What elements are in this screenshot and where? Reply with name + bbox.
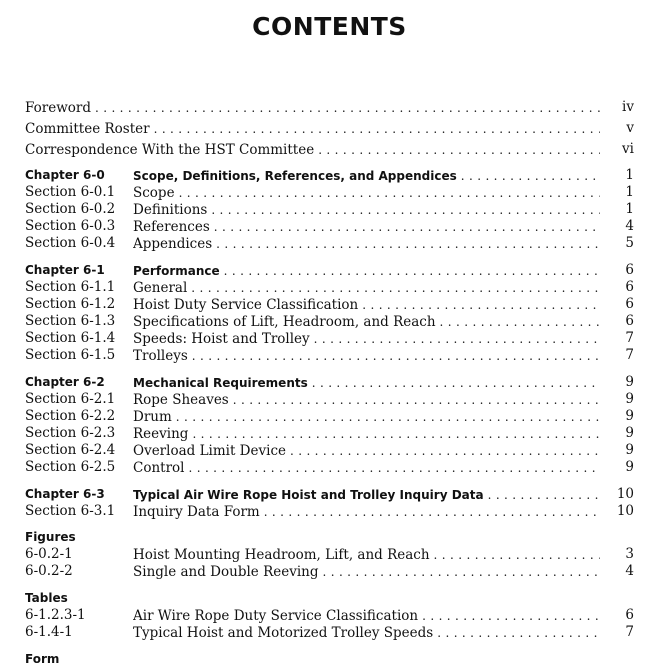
toc-entry-page: 10 (616, 486, 634, 502)
section-title: References (133, 219, 214, 235)
toc-entry-title: Foreword (25, 100, 95, 116)
section-label: Section 6-0.3 (25, 218, 116, 234)
toc-section-6-1-5[interactable] (25, 347, 634, 364)
toc-entry-page: 5 (625, 235, 634, 251)
section-label: Section 6-2.3 (25, 425, 116, 441)
section-label: Section 6-0.1 (25, 184, 116, 200)
toc-entry-page: 6 (625, 279, 634, 295)
figure-label: 6-0.2-2 (25, 563, 73, 579)
chapter-label: Chapter 6-2 (25, 375, 105, 389)
toc-entry-page: 6 (625, 296, 634, 312)
toc-entry-page: 10 (616, 503, 634, 519)
section-title: Appendices (133, 236, 216, 252)
toc-section-6-2-3[interactable] (25, 425, 634, 442)
tables-heading: Tables (25, 591, 68, 605)
section-label: Section 6-1.4 (25, 330, 116, 346)
toc-entry-page: 9 (625, 425, 634, 441)
section-title: Control (133, 460, 188, 476)
toc-entry-correspondence[interactable] (25, 141, 634, 158)
chapter-title: Scope, Definitions, References, and Appendices (133, 169, 461, 183)
figure-title: Hoist Mounting Headroom, Lift, and Reach (133, 547, 434, 563)
toc-section-6-2-4[interactable] (25, 442, 634, 459)
section-label: Section 6-2.1 (25, 391, 116, 407)
section-label: Section 6-2.5 (25, 459, 116, 475)
section-label: Section 6-3.1 (25, 503, 116, 519)
toc-entry-page: 6 (625, 262, 634, 278)
form-heading: Form (25, 652, 60, 666)
toc-entry-page: 3 (625, 546, 634, 562)
section-title: Speeds: Hoist and Trolley (133, 331, 314, 347)
toc-entry-page: 7 (625, 347, 634, 363)
toc-entry-page: 9 (625, 408, 634, 424)
toc-figure-6-0-2-1[interactable] (25, 546, 634, 563)
section-title: Trolleys (133, 348, 192, 364)
figure-title: Single and Double Reeving (133, 564, 323, 580)
toc-chapter-6-3[interactable] (25, 486, 634, 503)
chapter-title: Performance (133, 264, 224, 278)
toc-table-6-1-4-1[interactable] (25, 624, 634, 641)
section-label: Section 6-2.2 (25, 408, 116, 424)
toc-entry-page: 9 (625, 374, 634, 390)
section-title: Drum (133, 409, 176, 425)
toc-section-6-0-2[interactable] (25, 201, 634, 218)
toc-section-6-1-4[interactable] (25, 330, 634, 347)
toc-entry-page: 1 (625, 201, 634, 217)
page-title: CONTENTS (252, 12, 407, 41)
toc-entry-page: 9 (625, 459, 634, 475)
toc-section-6-1-3[interactable] (25, 313, 634, 330)
section-label: Section 6-0.4 (25, 235, 116, 251)
toc-section-6-0-3[interactable] (25, 218, 634, 235)
toc-entry-page: 1 (625, 184, 634, 200)
section-title: Overload Limit Device (133, 443, 290, 459)
section-title: Rope Sheaves (133, 392, 233, 408)
toc-chapter-6-1[interactable] (25, 262, 634, 279)
toc-entry-page: 6 (625, 607, 634, 623)
toc-section-6-2-5[interactable] (25, 459, 634, 476)
table-label: 6-1.2.3-1 (25, 607, 86, 623)
toc-table-6-1-2-3-1[interactable] (25, 607, 634, 624)
section-title: Specifications of Lift, Headroom, and Reach (133, 314, 440, 330)
toc-section-6-1-2[interactable] (25, 296, 634, 313)
table-label: 6-1.4-1 (25, 624, 73, 640)
section-label: Section 6-1.1 (25, 279, 116, 295)
chapter-title: Mechanical Requirements (133, 376, 312, 390)
toc-entry-page: 7 (625, 624, 634, 640)
toc-section-6-0-4[interactable] (25, 235, 634, 252)
table-title: Typical Hoist and Motorized Trolley Speeds (133, 625, 437, 641)
toc-entry-page: 9 (625, 391, 634, 407)
toc-section-6-2-2[interactable] (25, 408, 634, 425)
toc-entry-page: vi (622, 141, 634, 157)
toc-entry-page: 1 (625, 167, 634, 183)
toc-section-6-3-1[interactable] (25, 503, 634, 520)
section-title: Hoist Duty Service Classification (133, 297, 362, 313)
chapter-label: Chapter 6-1 (25, 263, 105, 277)
toc-entry-page: 6 (625, 313, 634, 329)
section-title: Reeving (133, 426, 192, 442)
toc-chapter-6-2[interactable] (25, 374, 634, 391)
toc-chapter-6-0[interactable] (25, 167, 634, 184)
toc-entry-page: 7 (625, 330, 634, 346)
toc-entry-page: 9 (625, 442, 634, 458)
section-label: Section 6-1.5 (25, 347, 116, 363)
toc-entry-committee-roster[interactable] (25, 120, 634, 137)
toc-entry-page: 4 (625, 563, 634, 579)
figures-heading: Figures (25, 530, 76, 544)
section-title: Inquiry Data Form (133, 504, 264, 520)
chapter-label: Chapter 6-0 (25, 168, 105, 182)
figure-label: 6-0.2-1 (25, 546, 73, 562)
section-label: Section 6-2.4 (25, 442, 116, 458)
section-label: Section 6-0.2 (25, 201, 116, 217)
section-title: Definitions (133, 202, 211, 218)
chapter-label: Chapter 6-3 (25, 487, 105, 501)
toc-figure-6-0-2-2[interactable] (25, 563, 634, 580)
toc-entry-title: Committee Roster (25, 121, 154, 137)
table-title: Air Wire Rope Duty Service Classification (133, 608, 422, 624)
section-title: Scope (133, 185, 179, 201)
toc-entry-foreword[interactable] (25, 99, 634, 116)
toc-section-6-1-1[interactable] (25, 279, 634, 296)
toc-section-6-2-1[interactable] (25, 391, 634, 408)
toc-entry-title: Correspondence With the HST Committee (25, 142, 318, 158)
toc-entry-page: iv (622, 99, 634, 115)
toc-entry-page: v (626, 120, 634, 136)
section-title: General (133, 280, 191, 296)
toc-entry-page: 4 (625, 218, 634, 234)
chapter-title: Typical Air Wire Rope Hoist and Trolley Inquiry Data (133, 488, 488, 502)
section-label: Section 6-1.2 (25, 296, 116, 312)
toc-section-6-0-1[interactable] (25, 184, 634, 201)
section-label: Section 6-1.3 (25, 313, 116, 329)
